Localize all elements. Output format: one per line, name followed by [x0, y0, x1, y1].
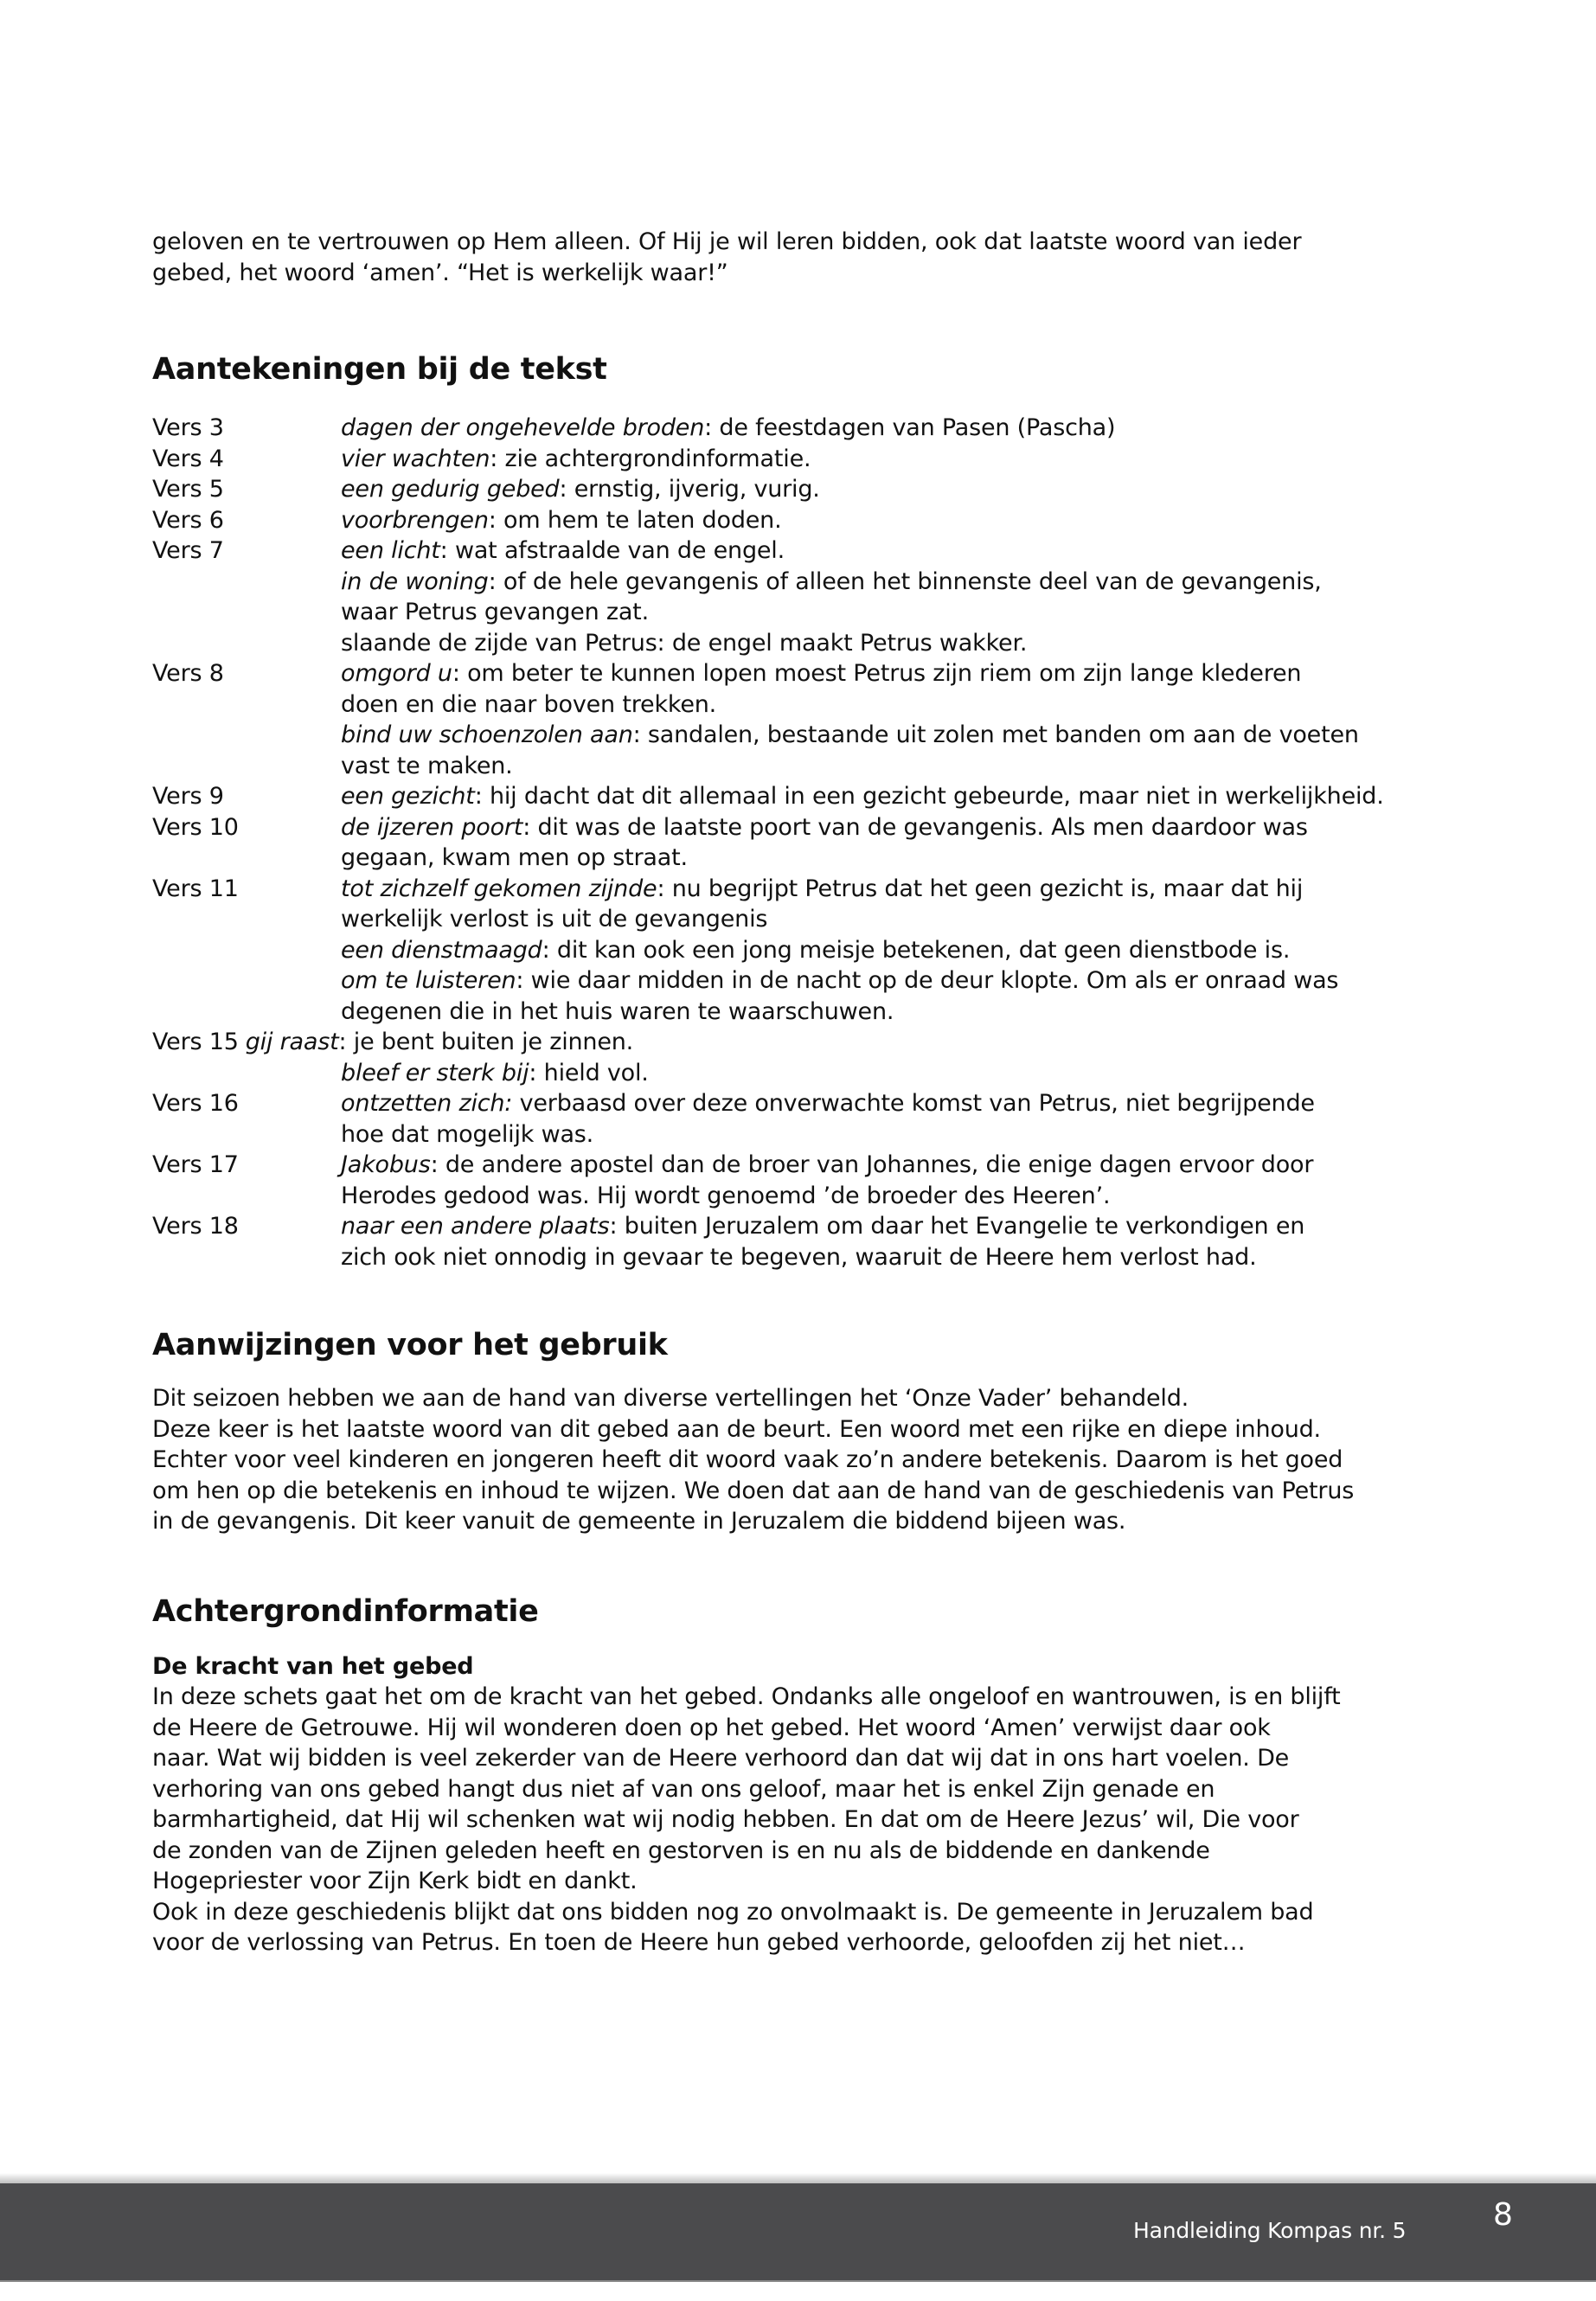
note-term: in de woning: [341, 567, 489, 595]
verse-label: Vers 3: [152, 414, 224, 441]
note-term: dagen der ongehevelde broden: [341, 414, 705, 441]
note-text: : nu begrijpt Petrus dat het geen gezicht is, maar dat hij: [657, 875, 1304, 902]
text-line: in de gevangenis. Dit keer vanuit de gemeente in Jeruzalem die biddend bijeen was.: [152, 1508, 1126, 1535]
verse-label: Vers 7: [152, 537, 224, 564]
note-row: [152, 720, 1484, 751]
verse-label: [152, 1181, 341, 1212]
verse-label: [152, 1242, 341, 1273]
text-line: barmhartigheid, dat Hij wil schenken wat wij nodig hebben. En dat om de Heere Jezus’ wil, Die voor: [152, 1806, 1299, 1833]
text-line: verhoring van ons gebed hangt dus niet af van ons geloof, maar het is enkel Zijn genade en: [152, 1775, 1215, 1803]
note-text: zich ook niet onnodig in gevaar te begeven, waaruit de Heere hem verlost had.: [341, 1243, 1257, 1271]
note-term: een gedurig gebed: [341, 476, 560, 503]
note-term: naar een andere plaats: [341, 1213, 610, 1240]
note-body: [341, 935, 1484, 966]
note-term: bind uw schoenzolen aan: [341, 721, 633, 748]
note-body: [341, 628, 1484, 659]
text-line: Hogepriester voor Zijn Kerk bidt en dankt.: [152, 1868, 638, 1894]
note-body: [341, 781, 1484, 812]
note-text: : hij dacht dat dit allemaal in een gezicht gebeurde, maar niet in werkelijkheid.: [474, 783, 1384, 810]
text-line: naar. Wat wij bidden is veel zekerder van de Heere verhoord dan dat wij dat in ons hart voelen. De: [152, 1745, 1290, 1772]
note-body: [341, 505, 1484, 536]
note-row: [152, 812, 1484, 843]
note-row: [152, 751, 1484, 782]
note-text: : sandalen, bestaande uit zolen met banden om aan de voeten: [632, 721, 1359, 748]
note-body: [341, 965, 1484, 997]
note-row: [152, 1150, 1484, 1181]
note-term: vier wachten: [341, 445, 490, 472]
note-text: : wat afstraalde van de engel.: [439, 537, 785, 564]
note-row: [152, 689, 1484, 721]
verse-label: Vers 11: [152, 875, 239, 902]
note-text: : wie daar midden in de nacht op de deur klopte. Om als er onraad was: [516, 967, 1339, 994]
verse-label: [152, 689, 341, 721]
note-body: [341, 812, 1484, 843]
text-line: om hen op die betekenis en inhoud te wijzen. We doen dat aan de hand van de geschiedenis van Petrus: [152, 1477, 1355, 1504]
note-term: gij raast: [245, 1029, 339, 1055]
note-body: [341, 874, 1484, 905]
note-term: om te luisteren: [341, 967, 516, 994]
note-row: [152, 1088, 1484, 1119]
note-text: : de feestdagen van Pasen (Pascha): [704, 414, 1116, 441]
note-text: gegaan, kwam men op straat.: [341, 844, 688, 871]
note-row: [152, 505, 1484, 536]
page-number: 8: [1493, 2197, 1513, 2233]
notes-list: [152, 413, 1484, 1272]
note-text: degenen die in het huis waren te waarschuwen.: [341, 997, 894, 1025]
note-body: [341, 689, 1484, 721]
note-body: [341, 444, 1484, 475]
section-heading-achtergrond: Achtergrondinformatie: [152, 1593, 539, 1629]
note-row: [152, 474, 1484, 505]
note-body: [341, 843, 1484, 874]
verse-label: [152, 597, 341, 628]
verse-label: [152, 567, 341, 598]
note-row: [152, 567, 1484, 598]
text-line: de Heere de Getrouwe. Hij wil wonderen doen op het gebed. Het woord ‘Amen’ verwijst daar ook: [152, 1714, 1271, 1741]
verse-label: [152, 751, 341, 782]
note-term: omgord u: [341, 660, 452, 687]
verse-label: Vers 17: [152, 1151, 239, 1178]
section-heading-aantekeningen: Aantekeningen bij de tekst: [152, 352, 607, 387]
note-text: : om hem te laten doden.: [488, 506, 782, 534]
note-row: [152, 965, 1484, 997]
text-line: In deze schets gaat het om de kracht van het gebed. Ondanks alle ongeloof en wantrouwen, is en blijft: [152, 1683, 1341, 1710]
note-row: [152, 997, 1484, 1028]
note-body: [341, 1119, 1484, 1150]
verse-label: Vers 8: [152, 660, 224, 687]
note-body: [246, 1027, 1484, 1058]
note-row: [152, 444, 1484, 475]
verse-label: Vers 10: [152, 813, 239, 841]
note-text: : dit was de laatste poort van de gevangenis. Als men daardoor was: [522, 813, 1308, 841]
achtergrond-paragraph: [152, 1682, 1484, 1958]
note-term: een gezicht: [341, 783, 475, 810]
verse-label: [152, 1119, 341, 1150]
note-term: Jakobus: [341, 1151, 431, 1178]
note-body: [341, 1211, 1484, 1242]
note-text: slaande de zijde van Petrus: de engel maakt Petrus wakker.: [341, 629, 1028, 657]
note-term: ontzetten zich:: [341, 1090, 513, 1117]
verse-label: Vers 16: [152, 1090, 239, 1117]
note-row: [152, 1181, 1484, 1212]
note-row: [152, 658, 1484, 689]
note-row: [152, 781, 1484, 812]
text-line: voor de verlossing van Petrus. En toen de Heere hun gebed verhoorde, geloofden zij het niet…: [152, 1929, 1246, 1956]
note-text: : om beter te kunnen lopen moest Petrus zijn riem om zijn lange klederen: [452, 660, 1302, 687]
intro-line: gebed, het woord ‘amen’. “Het is werkelijk waar!”: [152, 259, 728, 286]
verse-label: Vers 18: [152, 1213, 239, 1240]
note-body: [341, 567, 1484, 598]
verse-label: [152, 628, 341, 659]
verse-label: [152, 843, 341, 874]
verse-label: Vers 4: [152, 445, 224, 472]
note-text: : dit kan ook een jong meisje betekenen, dat geen dienstbode is.: [542, 936, 1291, 964]
note-text: : ernstig, ijverig, vurig.: [559, 476, 820, 503]
verse-label: [152, 720, 341, 751]
subheading-kracht-van-het-gebed: De kracht van het gebed: [152, 1652, 474, 1680]
note-body: [341, 997, 1484, 1028]
note-row: [152, 843, 1484, 874]
note-row: [152, 904, 1484, 935]
note-text: verbaasd over deze onverwachte komst van Petrus, niet begrijpende: [512, 1090, 1315, 1117]
verse-label: Vers 15: [152, 1029, 239, 1055]
note-text: : je bent buiten je zinnen.: [338, 1029, 634, 1055]
note-term: bleef er sterk bij: [341, 1059, 529, 1086]
text-line: de zonden van de Zijnen geleden heeft en gestorven is en nu als de biddende en dankende: [152, 1836, 1210, 1864]
verse-label: [152, 935, 341, 966]
verse-label: Vers 9: [152, 783, 224, 810]
page-content: [152, 227, 1484, 1958]
note-row: [152, 1027, 1484, 1058]
note-row: [152, 535, 1484, 567]
note-text: : zie achtergrondinformatie.: [490, 445, 811, 472]
note-body: [341, 751, 1484, 782]
note-text: hoe dat mogelijk was.: [341, 1120, 594, 1148]
section-heading-aanwijzingen: Aanwijzingen voor het gebruik: [152, 1328, 668, 1362]
footer-publication-title: Handleiding Kompas nr. 5: [1133, 2218, 1407, 2243]
intro-paragraph: [152, 227, 1484, 288]
note-body: [341, 597, 1484, 628]
note-body: [341, 1242, 1484, 1273]
note-row: [152, 935, 1484, 966]
note-row: [152, 413, 1484, 444]
note-body: [341, 904, 1484, 935]
note-text: : buiten Jeruzalem om daar het Evangelie te verkondigen en: [609, 1213, 1305, 1240]
note-row: [152, 874, 1484, 905]
text-line: Dit seizoen hebben we aan de hand van diverse vertellingen het ‘Onze Vader’ behandeld.: [152, 1385, 1189, 1412]
note-text: : of de hele gevangenis of alleen het binnenste deel van de gevangenis,: [488, 567, 1322, 595]
note-body: [341, 658, 1484, 689]
intro-line: geloven en te vertrouwen op Hem alleen. Of Hij je wil leren bidden, ook dat laatste woord van ieder: [152, 228, 1302, 255]
note-text: : hield vol.: [529, 1059, 649, 1086]
text-line: Echter voor veel kinderen en jongeren heeft dit woord vaak zo’n andere betekenis. Daarom is het goed: [152, 1446, 1343, 1473]
note-body: [341, 413, 1484, 444]
note-text: werkelijk verlost is uit de gevangenis: [341, 906, 768, 933]
verse-label: [152, 997, 341, 1028]
verse-label: [152, 965, 341, 997]
note-text: : de andere apostel dan de broer van Johannes, die enige dagen ervoor door: [430, 1151, 1314, 1178]
verse-label: Vers 6: [152, 506, 224, 534]
note-body: [341, 720, 1484, 751]
note-term: een dienstmaagd: [341, 936, 542, 964]
note-row: [152, 1242, 1484, 1273]
note-body: [341, 1088, 1484, 1119]
note-text: vast te maken.: [341, 752, 513, 779]
note-row: [152, 1058, 1484, 1089]
note-text: doen en die naar boven trekken.: [341, 690, 717, 718]
note-term: de ijzeren poort: [341, 813, 523, 841]
note-body: [341, 1150, 1484, 1181]
note-term: voorbrengen: [341, 506, 489, 534]
note-body: [341, 474, 1484, 505]
verse-label: [152, 904, 341, 935]
note-text: Herodes gedood was. Hij wordt genoemd ’de broeder des Heeren’.: [341, 1182, 1111, 1209]
note-body: [341, 535, 1484, 567]
text-line: Deze keer is het laatste woord van dit gebed aan de beurt. Een woord met een rijke en diepe inhoud.: [152, 1415, 1321, 1443]
note-body: [341, 1181, 1484, 1212]
note-term: tot zichzelf gekomen zijnde: [341, 875, 657, 902]
note-row: [152, 1211, 1484, 1242]
aanwijzingen-paragraph: [152, 1383, 1484, 1537]
note-row: [152, 628, 1484, 659]
note-body: [341, 1058, 1484, 1089]
note-term: een licht: [341, 537, 440, 564]
verse-label: Vers 5: [152, 476, 224, 503]
note-row: [152, 597, 1484, 628]
note-text: waar Petrus gevangen zat.: [341, 599, 649, 625]
note-row: [152, 1119, 1484, 1150]
verse-label: [152, 1058, 341, 1089]
text-line: Ook in deze geschiedenis blijkt dat ons bidden nog zo onvolmaakt is. De gemeente in Jeruzalem bad: [152, 1898, 1314, 1926]
